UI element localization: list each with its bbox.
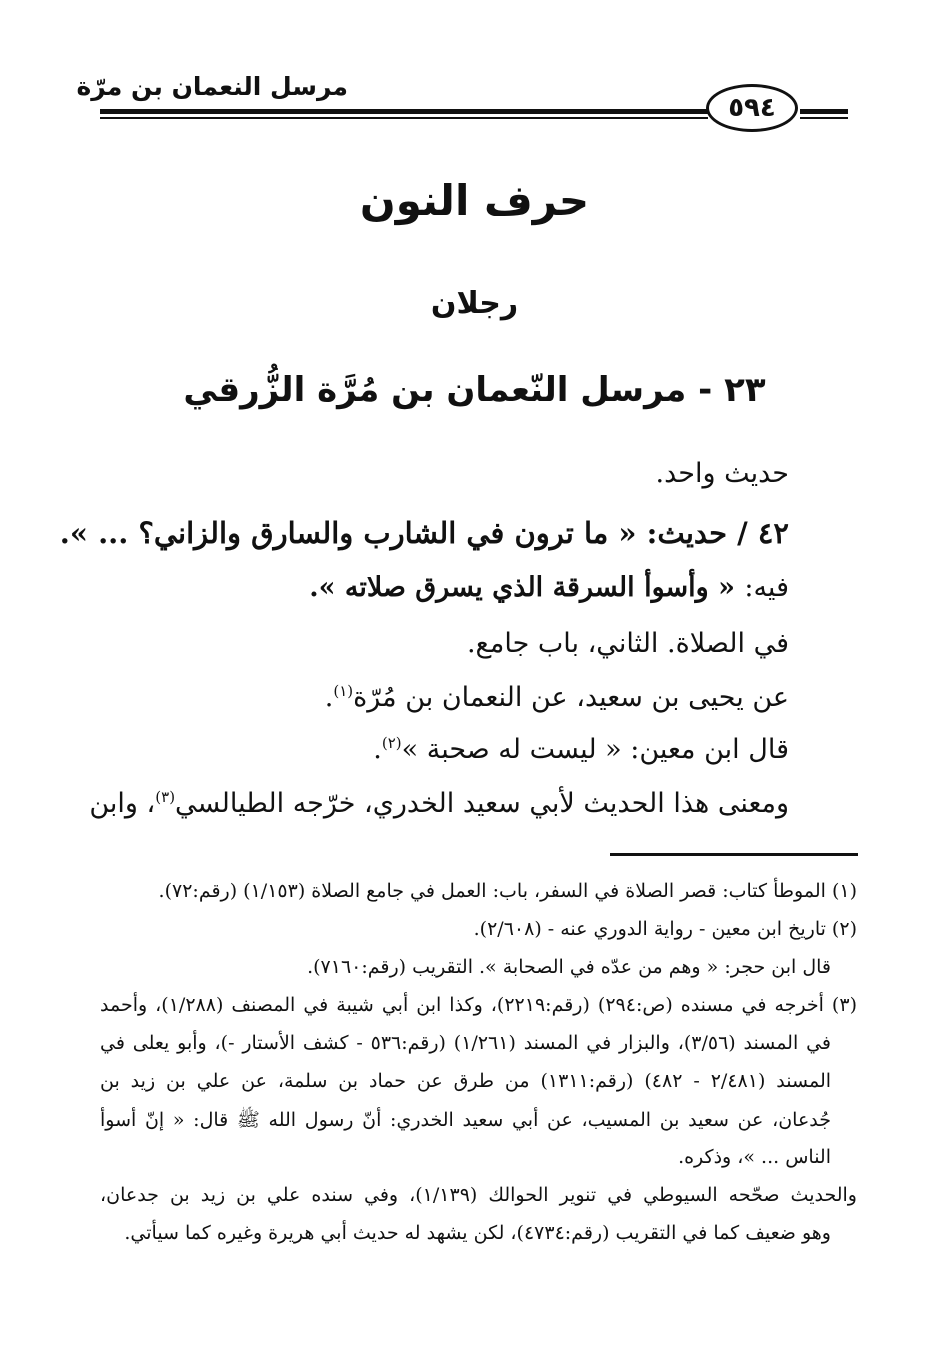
body-line-6 bbox=[373, 734, 789, 765]
footnote-ref-3[interactable]: (٣) bbox=[155, 788, 176, 806]
section-title: رجلان bbox=[430, 286, 519, 321]
footnote-ref-1[interactable]: (١) bbox=[333, 682, 354, 700]
fihi-line bbox=[309, 572, 789, 603]
header-rule-thin bbox=[100, 117, 708, 119]
body-line-1: حديث واحد. bbox=[655, 458, 789, 489]
body-line-5 bbox=[325, 682, 789, 713]
footnote-1: (١) الموطأ كتاب: قصر الصلاة في السفر، باب: العمل في جامع الصلاة (١/١٥٣) (رقم:٧٢). bbox=[158, 880, 857, 902]
fihi-label: فيه: bbox=[744, 572, 789, 603]
page-number: ٥٩٤ bbox=[728, 93, 776, 123]
page-number-badge bbox=[706, 84, 798, 132]
footnote-2: (٢) تاريخ ابن معين - رواية الدوري عنه - (٢/٦٠٨). bbox=[473, 918, 857, 940]
body-line-5-text: عن يحيى بن سعيد، عن النعمان بن مُرّة bbox=[353, 682, 789, 713]
fihi-text: « وأسوأ السرقة الذي يسرق صلاته ». bbox=[309, 572, 745, 603]
chapter-title: حرف النون bbox=[359, 176, 590, 225]
footnote-rule bbox=[610, 853, 858, 856]
footnote-3-line-2: في المسند (٣/٥٦)، والبزار في المسند (١/٢٦١) (رقم:٥٣٦ - كشف الأستار -)، وأبو يعلى في bbox=[100, 1032, 831, 1054]
body-line-4: في الصلاة. الثاني، باب جامع. bbox=[466, 628, 789, 659]
body-line-6-text: قال ابن معين: « ليست له صحبة » bbox=[401, 734, 789, 765]
running-title: مرسل النعمان بن مرّة bbox=[76, 72, 348, 101]
hadith-label: ٤٢ / حديث: bbox=[646, 516, 789, 550]
footnote-3-line-1: (٣) أخرجه في مسنده (ص:٢٩٤) (رقم:٢٢١٩)، وكذا ابن أبي شيبة في المصنف (١/٢٨٨)، وأحمد bbox=[100, 994, 857, 1016]
body-line-6-end: . bbox=[373, 734, 382, 765]
footnote-3-line-5: الناس ... »، وذكره. bbox=[678, 1146, 831, 1168]
header-rule-right bbox=[800, 109, 848, 114]
footnote-3-line-7: وهو ضعيف كما في التقريب (رقم:٤٧٣٤)، لكن يشهد له حديث أبي هريرة وغيره كما سيأتي. bbox=[124, 1222, 831, 1244]
header-rule-right-thin bbox=[800, 117, 848, 119]
footnote-2-note: قال ابن حجر: « وهم من عدّه في الصحابة ». التقريب (رقم:٧١٦٠). bbox=[307, 956, 831, 978]
footnote-ref-2[interactable]: (٢) bbox=[381, 734, 402, 752]
body-line-7-text: ومعنى هذا الحديث لأبي سعيد الخدري، خرّجه الطيالسي bbox=[175, 788, 789, 819]
entry-title: ٢٣ - مرسل النّعمان بن مُرَّة الزُّرقي bbox=[183, 370, 766, 410]
footnote-3-line-3: المسند (٢/٤٨١ - ٤٨٢) (رقم:١٣١١) من طرق عن حماد بن سلمة، عن علي بن زيد بن bbox=[100, 1070, 832, 1092]
body-line-5-end: . bbox=[324, 682, 334, 713]
header-rule bbox=[100, 109, 708, 114]
body-line-7 bbox=[89, 788, 789, 819]
footnote-3-line-4: جُدعان، عن سعيد بن المسيب، عن أبي سعيد الخدري: أنّ رسول الله ﷺ قال: « إنّ أسوأ bbox=[100, 1109, 831, 1131]
hadith-text: « ما ترون في الشارب والسارق والزاني؟ ... ». bbox=[59, 516, 647, 550]
footnote-3-line-6: والحديث صحّحه السيوطي في تنوير الحوالك (١/١٣٩)، وفي سنده علي بن زيد بن جدعان، bbox=[100, 1184, 857, 1206]
body-line-7-end: ، وابن bbox=[89, 788, 156, 819]
hadith-line bbox=[60, 516, 789, 550]
